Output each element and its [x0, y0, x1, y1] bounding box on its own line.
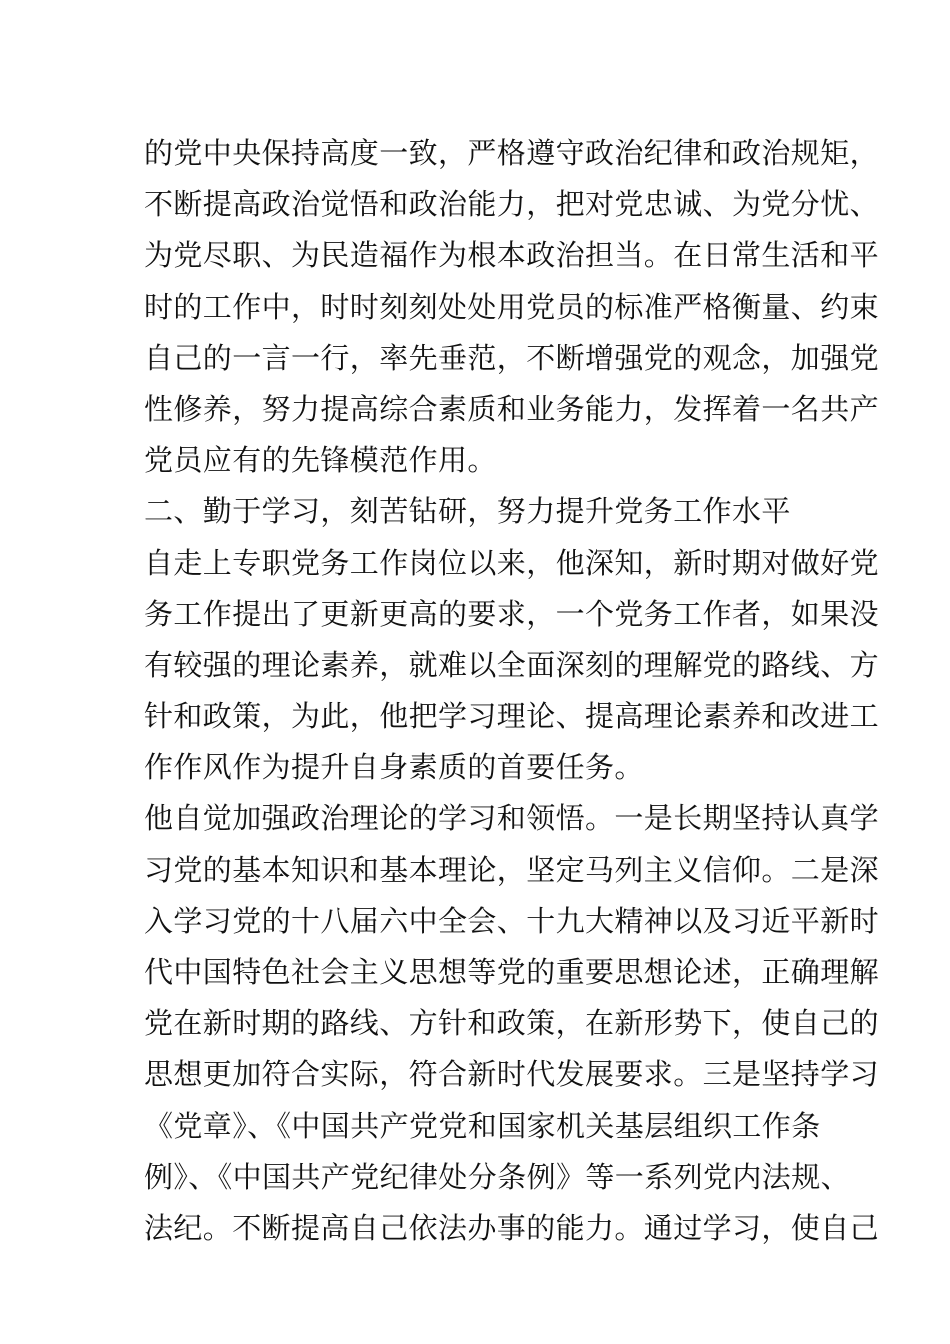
- text-line: 针和政策，为此，他把学习理论、提高理论素养和改进工: [144, 699, 880, 734]
- section-heading: 二、勤于学习，刻苦钻研，努力提升党务工作水平: [144, 494, 791, 529]
- text-line: 性修养，努力提高综合素质和业务能力，发挥着一名共产: [144, 391, 880, 426]
- text-line: 入学习党的十八届六中全会、十九大精神以及习近平新时: [144, 903, 880, 938]
- text-line: 时的工作中，时时刻刻处处用党员的标准严格衡量、约束: [144, 289, 880, 324]
- text-line: 代中国特色社会主义思想等党的重要思想论述，正确理解: [144, 955, 880, 989]
- text-line: 作作风作为提升自身素质的首要任务。: [144, 750, 644, 785]
- text-line: 党在新时期的路线、方针和政策，在新形势下，使自己的: [144, 1006, 880, 1041]
- text-line: 自走上专职党务工作岗位以来，他深知，新时期对做好党: [144, 545, 880, 580]
- text-line: 例》、《中国共产党纪律处分条例》等一系列党内法规、: [144, 1159, 851, 1194]
- text-line: 务工作提出了更新更高的要求，一个党务工作者，如果没: [144, 596, 880, 631]
- text-line: 习党的基本知识和基本理论，坚定马列主义信仰。二是深: [144, 852, 880, 887]
- text-line: 他自觉加强政治理论的学习和领悟。一是长期坚持认真学: [144, 801, 880, 836]
- text-line: 法纪。不断提高自己依法办事的能力。通过学习，使自己: [144, 1210, 880, 1245]
- text-line: 为党尽职、为民造福作为根本政治担当。在日常生活和平: [144, 238, 880, 273]
- text-line: 《党章》、《中国共产党党和国家机关基层组织工作条: [144, 1108, 821, 1143]
- text-line: 的党中央保持高度一致，严格遵守政治纪律和政治规矩，: [144, 136, 880, 170]
- text-line: 有较强的理论素养，就难以全面深刻的理解党的路线、方: [144, 647, 880, 682]
- text-line: 党员应有的先锋模范作用。: [144, 443, 497, 478]
- text-line: 不断提高政治觉悟和政治能力，把对党忠诚、为党分忧、: [144, 187, 880, 222]
- document-body: [144, 128, 880, 1254]
- text-line: 思想更加符合实际，符合新时代发展要求。三是坚持学习: [144, 1057, 880, 1092]
- text-line: 自己的一言一行，率先垂范，不断增强党的观念，加强党: [144, 340, 880, 375]
